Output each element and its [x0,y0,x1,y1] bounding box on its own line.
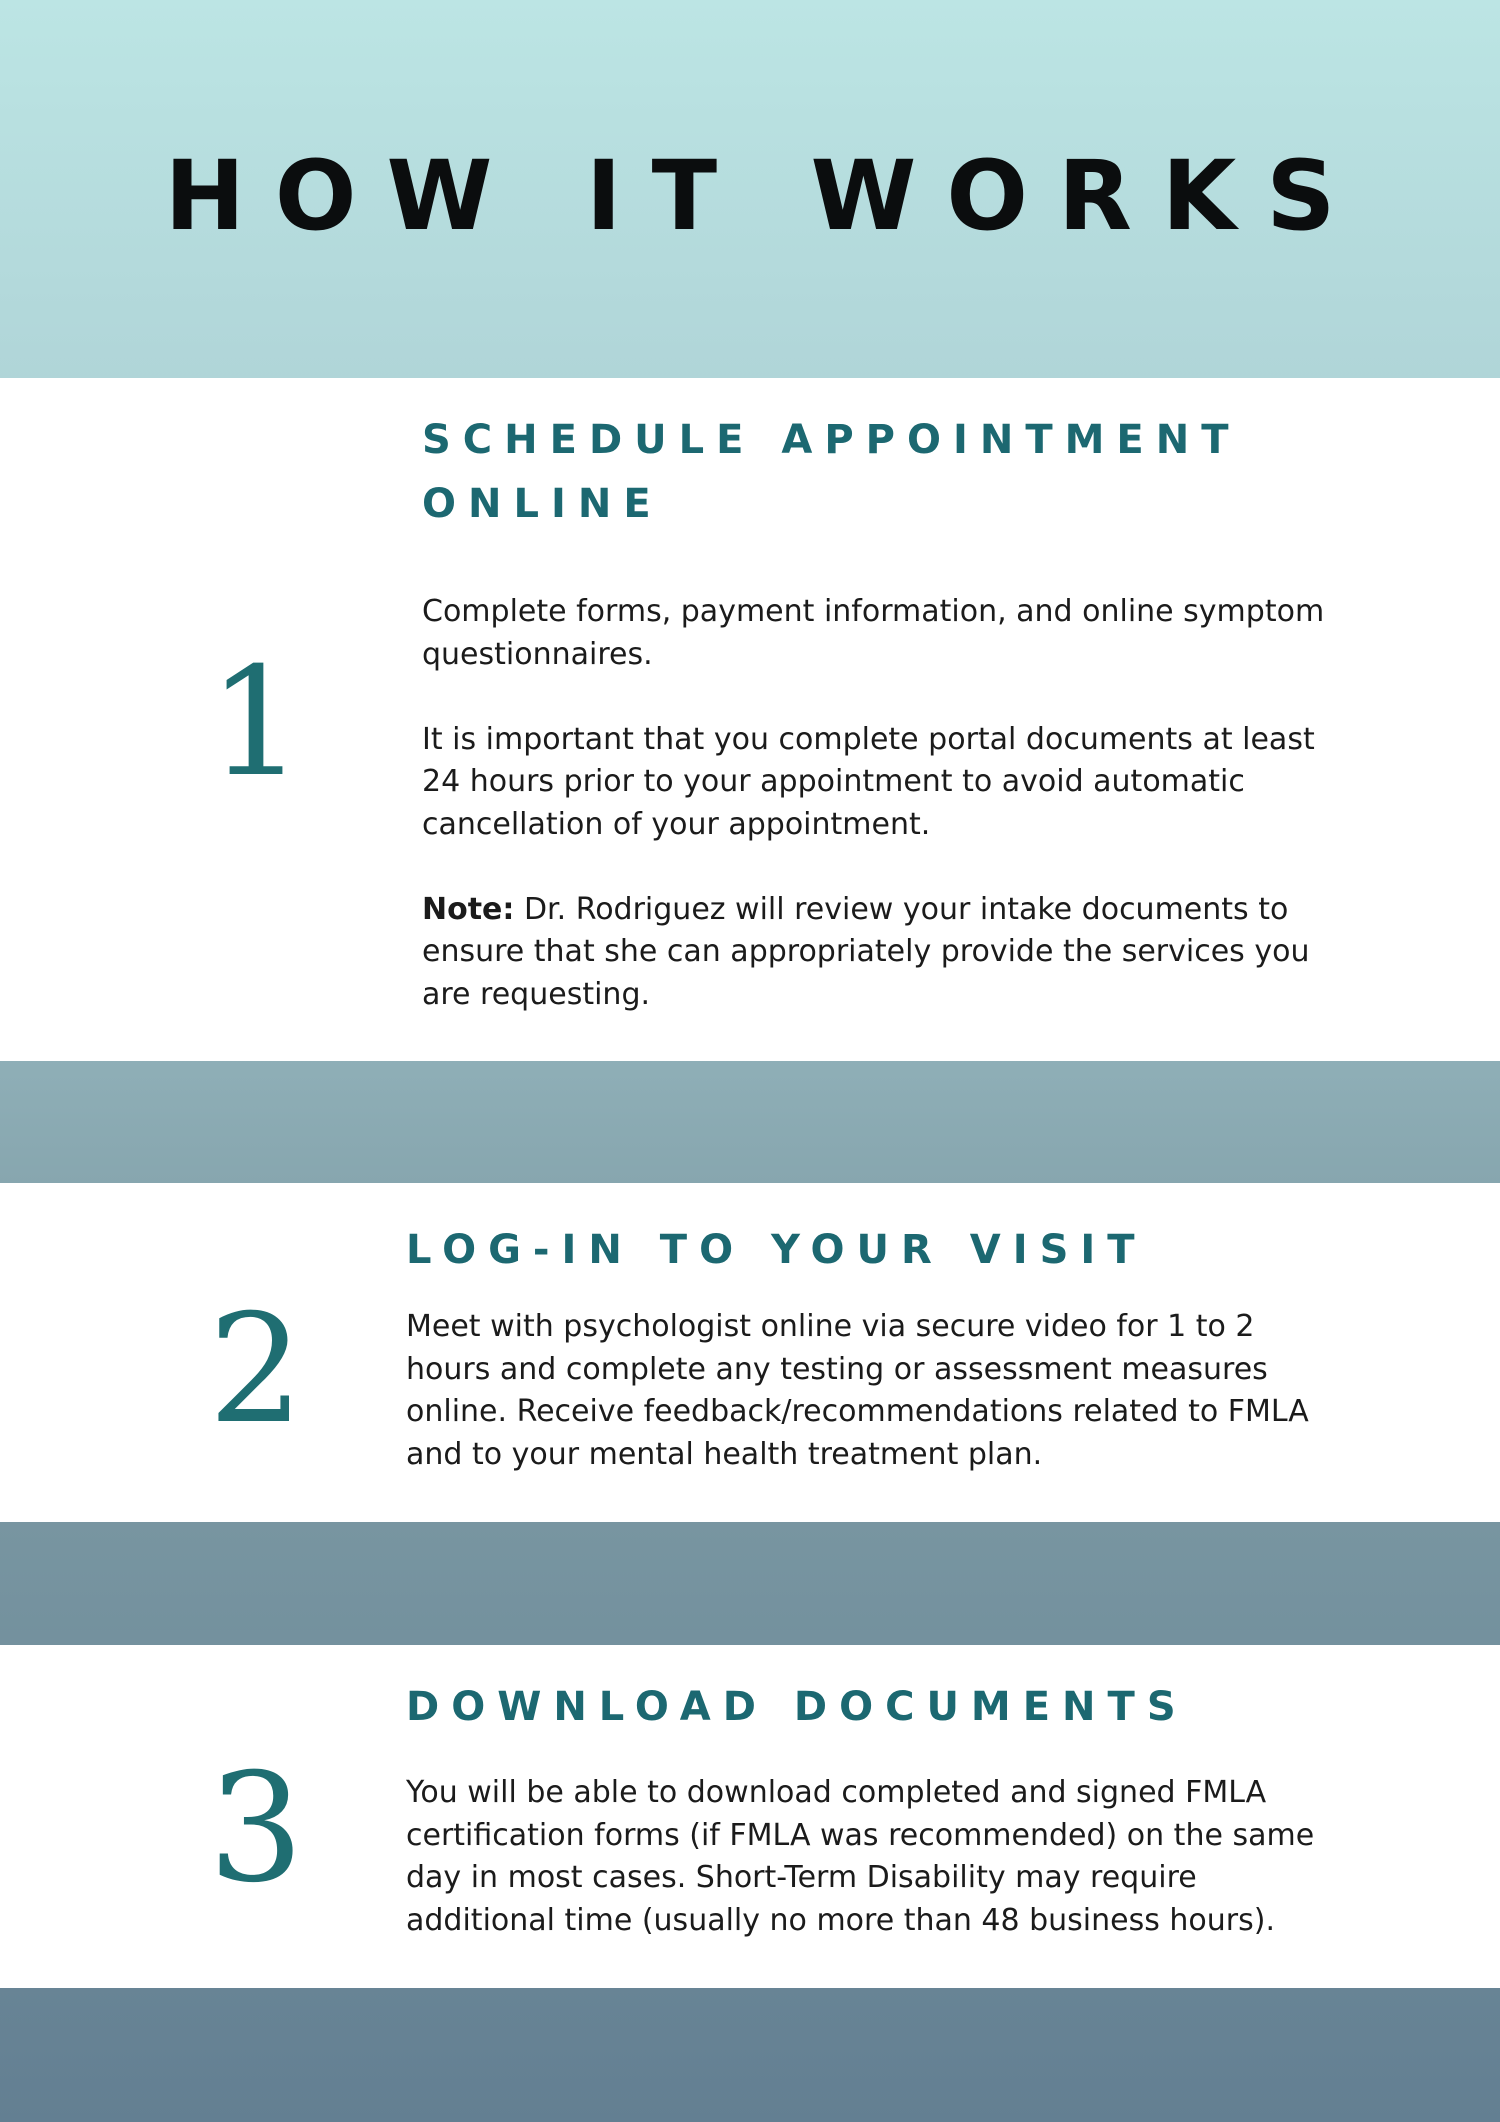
note-label: Note: [422,891,515,927]
step-3-title: DOWNLOAD DOCUMENTS [406,1684,1188,1730]
step-1-title [422,408,1241,536]
step-1-paragraph-1: Complete forms, payment information, and online symptom questionnaires. [422,594,1325,672]
step-3-paragraph: You will be able to download completed and signed FMLA certification forms (if FMLA was recommended) on the same day in most cases. Short-Term Disability may require additional time (usually no more than 48 business hours). [406,1775,1315,1938]
note-text: Dr. Rodriguez will review your intake documents to ensure that she can appropriately provide the services you are requesting. [422,891,1310,1012]
header-banner [0,0,1500,378]
step-2-body [406,1306,1346,1476]
step-2-section [0,1183,1500,1522]
step-1-number: 1 [208,636,304,810]
step-2-number: 2 [208,1283,304,1457]
step-3-body [406,1772,1346,1942]
step-1-note [422,889,1362,1017]
step-3-number: 3 [208,1742,304,1916]
page-title: HOW IT WORKS [164,140,1366,252]
step-3-section [0,1645,1500,1988]
step-1-paragraph-2: It is important that you complete portal documents at least 24 hours prior to your appointment to avoid automatic cancellation of your appointment. [422,721,1315,842]
step-1-section [0,378,1500,1061]
step-1-title-line2: ONLINE [422,481,663,527]
step-2-title: LOG-IN TO YOUR VISIT [406,1227,1147,1273]
step-1-title-line1: SCHEDULE APPOINTMENT [422,417,1241,463]
step-2-paragraph: Meet with psychologist online via secure video for 1 to 2 hours and complete any testing or assessment measures online. Receive feedback/recommendations related to FMLA and to your mental health treatment plan. [406,1309,1309,1472]
step-1-body [422,591,1362,1016]
